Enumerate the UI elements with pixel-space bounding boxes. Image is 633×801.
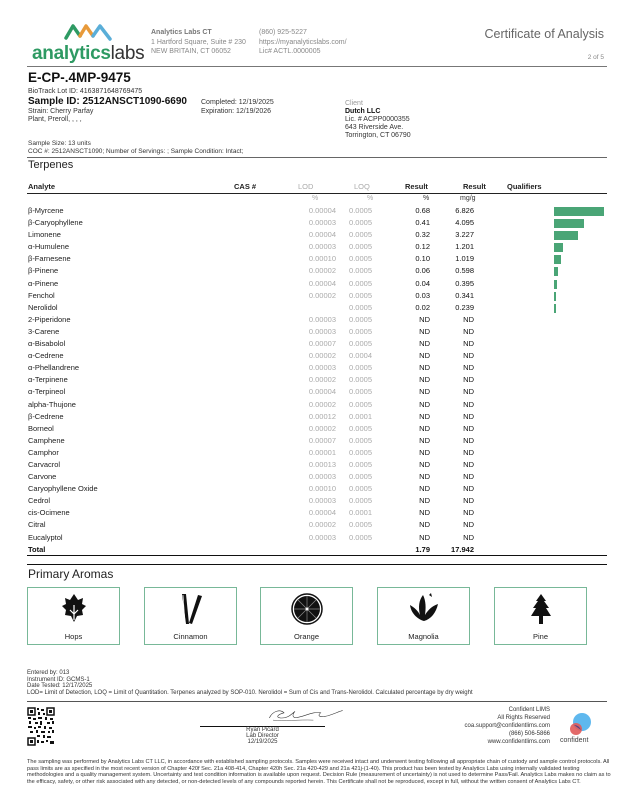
loq-value: 0.0005	[349, 242, 372, 252]
lab-address-1: 1 Hartford Square, Suite # 230	[151, 38, 246, 46]
divider	[27, 564, 607, 565]
result-mg: ND	[463, 472, 474, 482]
divider	[27, 701, 607, 702]
qualifier-bar	[554, 219, 584, 228]
col-loq: LOQ	[354, 182, 370, 191]
aroma-label: Hops	[64, 632, 83, 641]
lab-info	[151, 28, 246, 57]
analyte-name: α-Cedrene	[28, 351, 64, 361]
biotrack-lot-id: BioTrack Lot ID: 4163871648769475	[28, 88, 143, 95]
table-row	[27, 447, 607, 459]
orange-icon	[291, 593, 323, 625]
loq-value: 0.0005	[349, 387, 372, 397]
analyte-name: Camphor	[28, 447, 59, 457]
col-analyte: Analyte	[28, 182, 56, 191]
lab-license: Lic# ACTL.0000005	[259, 48, 321, 55]
result-mg: 1.019	[455, 254, 474, 264]
result-mg: ND	[463, 459, 474, 469]
result-pct: ND	[419, 520, 430, 530]
table-row	[27, 435, 607, 447]
result-pct: 0.02	[415, 302, 430, 312]
loq-value: 0.0005	[349, 496, 372, 506]
lims-name: Confident LIMS	[508, 707, 550, 713]
result-pct: ND	[419, 411, 430, 421]
client-name: Dutch LLC	[345, 108, 381, 115]
entered-by: Entered by: 013	[27, 670, 70, 676]
analyte-name: α-Terpineol	[28, 387, 66, 397]
col-qualifiers: Qualifiers	[507, 182, 542, 191]
lims-rights: All Rights Reserved	[497, 715, 550, 721]
legend-note: LOD= Limit of Detection, LOQ = Limit of Quantitation. Terpenes analyzed by SOP-010. Nerolidol = Sum of Cis and Trans-Nerolidol. Calculated percentage by dry weight	[27, 689, 473, 696]
loq-value: 0.0001	[349, 411, 372, 421]
result-mg: 4.095	[455, 218, 474, 228]
lod-value: 0.00003	[308, 472, 336, 482]
test-notes	[27, 670, 473, 696]
qualifier-bar	[554, 304, 556, 313]
analyte-name: α-Pinene	[28, 278, 59, 288]
logo-wave-icon	[64, 22, 114, 42]
result-pct: 0.04	[415, 278, 430, 288]
qr-code-icon[interactable]	[27, 707, 55, 746]
table-row	[27, 519, 607, 531]
result-pct: ND	[419, 375, 430, 385]
strain-info	[28, 108, 93, 124]
signer-info	[200, 727, 325, 745]
signature-date: 12/19/2025	[247, 739, 278, 745]
total-mg: 17.942	[451, 544, 474, 554]
aroma-label: Magnolia	[408, 632, 439, 641]
result-mg: 1.201	[455, 242, 474, 252]
analyte-name: 2-Piperidone	[28, 314, 71, 324]
analyte-name: Camphene	[28, 435, 65, 445]
analyte-name: β-Farnesene	[28, 254, 71, 264]
table-row	[27, 374, 607, 386]
result-mg: ND	[463, 447, 474, 457]
aroma-hops	[27, 587, 120, 645]
result-mg: ND	[463, 508, 474, 518]
signer-title: Lab Director	[246, 733, 279, 739]
lod-value: 0.00012	[308, 411, 336, 421]
lims-email-link[interactable]: coa.support@confidentlims.com	[464, 723, 550, 729]
completed-date: Completed: 12/19/2025	[201, 99, 274, 106]
lab-website-link[interactable]: https://myanalyticslabs.com/	[259, 38, 347, 46]
result-mg: ND	[463, 423, 474, 433]
lod-value: 0.00003	[308, 242, 336, 252]
loq-value: 0.0005	[349, 326, 372, 336]
lod-value: 0.00013	[308, 459, 336, 469]
result-mg: ND	[463, 351, 474, 361]
analyte-name: cis-Ocimene	[28, 508, 70, 518]
col-result-mg: Result	[463, 182, 486, 191]
terpenes-table-body	[27, 205, 607, 556]
analyte-name: α-Bisabolol	[28, 339, 66, 349]
lod-value: 0.00007	[308, 339, 336, 349]
loq-value: 0.0004	[349, 351, 372, 361]
table-row	[27, 205, 607, 217]
loq-value: 0.0005	[349, 435, 372, 445]
analyte-name: α-Phellandrene	[28, 363, 80, 373]
loq-value: 0.0005	[349, 266, 372, 276]
loq-value: 0.0005	[349, 399, 372, 409]
aroma-magnolia	[377, 587, 470, 645]
aromas-section-title: Primary Aromas	[28, 567, 114, 581]
analyte-name: β-Pinene	[28, 266, 59, 276]
terpenes-table-header	[27, 182, 607, 194]
result-mg: 0.239	[455, 302, 474, 312]
lod-value: 0.00002	[308, 399, 336, 409]
disclaimer: The sampling was performed by Analytics Labs CT LLC, in accordance with established sampling protocols. Samples were received intact and underwent testing following all appropriate chain of custody and sample control protocols. All pass limits are as specified in the most recent version of Chapter 420f Sec. 21a 408-414, Chapter 420h Sec. 21a 420-429 and 21a 421j-(1-40). This product has been tested by Analytics Labs using internally validated testing methodologies and a quality management system. Uncertainty and test condition information is available upon request. Decision Rule (measurement of uncertainty) is not used to determine Pass/Fail. Analytics Labs makes no claim as to the efficacy, safety, or other risk associated with any detected, or non-detected levels of any compounds reported herein. This Certificate shall not be reproduced, except in full, without the written consent of Analytics Labs CT.	[27, 759, 611, 785]
lod-value: 0.00010	[308, 254, 336, 264]
lod-value: 0.00002	[308, 520, 336, 530]
document-title: Certificate of Analysis	[484, 27, 604, 41]
cinnamon-icon	[178, 593, 204, 625]
page-number: 2 of 5	[587, 54, 604, 61]
lims-info	[465, 706, 550, 746]
col-cas: CAS #	[234, 182, 257, 191]
col-result-pct: Result	[405, 182, 428, 191]
aromas-list	[27, 587, 607, 646]
table-row	[27, 326, 607, 338]
lab-phone: (860) 925-5227	[259, 29, 307, 36]
total-label: Total	[28, 544, 46, 554]
lod-value: 0.00002	[308, 266, 336, 276]
loq-value: 0.0005	[349, 472, 372, 482]
table-row	[27, 302, 607, 314]
aroma-cinnamon	[144, 587, 237, 645]
result-mg: ND	[463, 399, 474, 409]
loq-value: 0.0005	[349, 230, 372, 240]
result-mg: ND	[463, 326, 474, 336]
client-license: Lic. # ACPP0000355	[345, 116, 410, 123]
table-row	[27, 265, 607, 277]
analyte-name: 3-Carene	[28, 326, 60, 336]
analyte-name: Citral	[28, 520, 46, 530]
client-label: Client	[345, 100, 363, 107]
lod-value: 0.00003	[308, 496, 336, 506]
confident-logo	[560, 712, 600, 748]
lod-value: 0.00004	[308, 278, 336, 288]
analyte-name: α-Terpinene	[28, 375, 68, 385]
result-pct: ND	[419, 363, 430, 373]
lod-value: 0.00004	[308, 230, 336, 240]
result-mg: ND	[463, 375, 474, 385]
lod-value: 0.00003	[308, 218, 336, 228]
aroma-label: Pine	[532, 632, 548, 641]
loq-value: 0.0005	[349, 339, 372, 349]
loq-value: 0.0005	[349, 278, 372, 288]
loq-value: 0.0005	[349, 363, 372, 373]
aroma-orange	[260, 587, 353, 645]
loq-value: 0.0005	[349, 206, 372, 215]
lims-phone: (866) 506-5866	[508, 731, 550, 737]
result-pct: 0.12	[415, 242, 430, 252]
result-pct: ND	[419, 496, 430, 506]
table-row	[27, 399, 607, 411]
pine-icon	[529, 593, 553, 625]
unit-lod: %	[312, 195, 319, 202]
aroma-label: Orange	[293, 632, 320, 641]
client-info	[345, 100, 411, 140]
table-row	[27, 362, 607, 374]
analyte-name: α-Humulene	[28, 242, 70, 252]
lod-value: 0.00004	[308, 508, 336, 518]
loq-value: 0.0005	[349, 447, 372, 457]
result-mg: 0.341	[455, 290, 474, 300]
qualifier-bar	[554, 207, 604, 216]
loq-value: 0.0005	[349, 423, 372, 433]
result-pct: 0.41	[415, 218, 430, 228]
loq-value: 0.0005	[349, 375, 372, 385]
result-mg: 0.598	[455, 266, 474, 276]
result-mg: ND	[463, 363, 474, 373]
result-mg: ND	[463, 520, 474, 530]
result-mg: 3.227	[455, 230, 474, 240]
lod-value: 0.00001	[308, 447, 336, 457]
loq-value: 0.0005	[349, 314, 372, 324]
unit-loq: %	[367, 195, 374, 202]
result-pct: 0.10	[415, 254, 430, 264]
qualifier-bar	[554, 255, 561, 264]
result-pct: ND	[419, 447, 430, 457]
qualifier-bar	[554, 267, 558, 276]
analyte-name: Limonene	[28, 230, 61, 240]
analyte-name: Carvone	[28, 472, 57, 482]
analyte-name: Caryophyllene Oxide	[28, 484, 98, 494]
result-pct: ND	[419, 423, 430, 433]
result-pct: ND	[419, 532, 430, 542]
analyte-name: Nerolidol	[28, 302, 58, 312]
result-pct: 0.03	[415, 290, 430, 300]
lod-value: 0.00003	[308, 326, 336, 336]
expiration-date: Expiration: 12/19/2026	[201, 108, 272, 115]
lod-value: 0.00002	[308, 375, 336, 385]
result-pct: ND	[419, 399, 430, 409]
table-row	[27, 507, 607, 519]
result-pct: ND	[419, 435, 430, 445]
result-pct: ND	[419, 459, 430, 469]
result-mg: ND	[463, 484, 474, 494]
analyte-name: Carvacrol	[28, 459, 61, 469]
table-row	[27, 459, 607, 471]
result-mg: ND	[463, 411, 474, 421]
analyte-name: Fenchol	[28, 290, 55, 300]
lod-value: 0.00002	[308, 423, 336, 433]
analyte-name: β-Myrcene	[28, 206, 64, 215]
result-mg: ND	[463, 435, 474, 445]
total-pct: 1.79	[415, 544, 430, 554]
loq-value: 0.0005	[349, 484, 372, 494]
table-row	[27, 423, 607, 435]
table-row	[27, 290, 607, 302]
sample-id: Sample ID: 2512ANSCT1090-6690	[28, 96, 187, 107]
instrument-id: Instrument ID: GCMS-1	[27, 676, 90, 683]
table-row	[27, 278, 607, 290]
loq-value: 0.0005	[349, 218, 372, 228]
result-pct: 0.32	[415, 230, 430, 240]
result-pct: ND	[419, 472, 430, 482]
result-pct: ND	[419, 339, 430, 349]
lod-value: 0.00002	[308, 351, 336, 361]
client-address-2: Torrington, CT 06790	[345, 132, 411, 139]
sample-dates	[201, 98, 274, 116]
confident-logo-icon	[565, 712, 595, 738]
loq-value: 0.0005	[349, 459, 372, 469]
result-mg: ND	[463, 496, 474, 506]
terpenes-section-title: Terpenes	[28, 159, 74, 171]
aroma-label: Cinnamon	[173, 632, 208, 641]
lod-value: 0.00003	[308, 314, 336, 324]
table-row	[27, 386, 607, 398]
result-mg: ND	[463, 314, 474, 324]
table-row	[27, 314, 607, 326]
total-row	[27, 544, 607, 556]
qualifier-bar	[554, 231, 578, 240]
result-mg: ND	[463, 387, 474, 397]
divider	[27, 157, 607, 158]
table-row	[27, 217, 607, 229]
sample-size: Sample Size: 13 units	[28, 140, 91, 147]
signature-image	[262, 704, 372, 726]
aroma-pine	[494, 587, 587, 645]
lab-address-2: NEW BRITAIN, CT 06052	[151, 48, 231, 55]
analytics-labs-logo	[32, 22, 147, 66]
terpenes-units-row	[27, 194, 607, 204]
analyte-name: β-Caryophyllene	[28, 218, 83, 228]
result-pct: ND	[419, 387, 430, 397]
table-row	[27, 253, 607, 265]
product-code: E-CP-.4MP-9475	[28, 70, 131, 85]
table-row	[27, 241, 607, 253]
result-pct: ND	[419, 484, 430, 494]
unit-pct: %	[423, 195, 430, 202]
magnolia-icon	[407, 593, 441, 623]
analyte-name: Borneol	[28, 423, 54, 433]
table-row	[27, 350, 607, 362]
loq-value: 0.0005	[349, 302, 372, 312]
sample-meta	[28, 140, 243, 155]
analyte-name: alpha-Thujone	[28, 399, 76, 409]
result-pct: 0.06	[415, 266, 430, 276]
result-pct: ND	[419, 314, 430, 324]
qualifier-bar	[554, 280, 557, 289]
table-row	[27, 411, 607, 423]
strain-name: Strain: Cherry Parfay	[28, 107, 94, 115]
col-lod: LOD	[298, 182, 314, 191]
lims-website-link[interactable]: www.confidentlims.com	[487, 739, 550, 745]
signer-name: Ryan Picard	[246, 727, 279, 733]
table-row	[27, 483, 607, 495]
lod-value: 0.00002	[308, 290, 336, 300]
lab-contact	[259, 28, 347, 57]
loq-value: 0.0005	[349, 520, 372, 530]
result-pct: 0.68	[415, 206, 430, 215]
qualifier-bar	[554, 292, 556, 301]
lod-value: 0.00007	[308, 435, 336, 445]
table-row	[27, 495, 607, 507]
date-tested: Date Tested: 12/17/2025	[27, 683, 93, 689]
unit-mg: mg/g	[460, 195, 476, 202]
coc-info: COC #: 2512ANSCT1090; Number of Servings: ; Sample Condition: Intact;	[28, 147, 244, 155]
confident-logo-text: confident	[560, 737, 589, 744]
loq-value: 0.0005	[349, 290, 372, 300]
analyte-name: β-Cedrene	[28, 411, 64, 421]
table-row	[27, 471, 607, 483]
result-mg: 6.826	[455, 206, 474, 215]
page-header	[27, 22, 607, 67]
result-pct: ND	[419, 508, 430, 518]
table-row	[27, 338, 607, 350]
lod-value: 0.00004	[308, 206, 336, 215]
logo-wordmark: analyticslabs	[32, 43, 145, 64]
lod-value: 0.00003	[308, 363, 336, 373]
hops-icon	[61, 593, 87, 623]
lod-value: 0.00010	[308, 484, 336, 494]
lod-value: 0.00003	[308, 532, 336, 542]
loq-value: 0.0005	[349, 532, 372, 542]
loq-value: 0.0005	[349, 254, 372, 264]
table-row	[27, 532, 607, 544]
result-pct: ND	[419, 326, 430, 336]
table-row	[27, 229, 607, 241]
lod-value: 0.00004	[308, 387, 336, 397]
analyte-name: Eucalyptol	[28, 532, 63, 542]
result-mg: 0.395	[455, 278, 474, 288]
client-address-1: 643 Riverside Ave.	[345, 124, 404, 131]
result-mg: ND	[463, 532, 474, 542]
lab-name: Analytics Labs CT	[151, 29, 212, 36]
sample-type: Plant, Preroll, , , ,	[28, 115, 82, 123]
analyte-name: Cedrol	[28, 496, 51, 506]
qualifier-bar	[554, 243, 563, 252]
result-pct: ND	[419, 351, 430, 361]
loq-value: 0.0001	[349, 508, 372, 518]
result-mg: ND	[463, 339, 474, 349]
